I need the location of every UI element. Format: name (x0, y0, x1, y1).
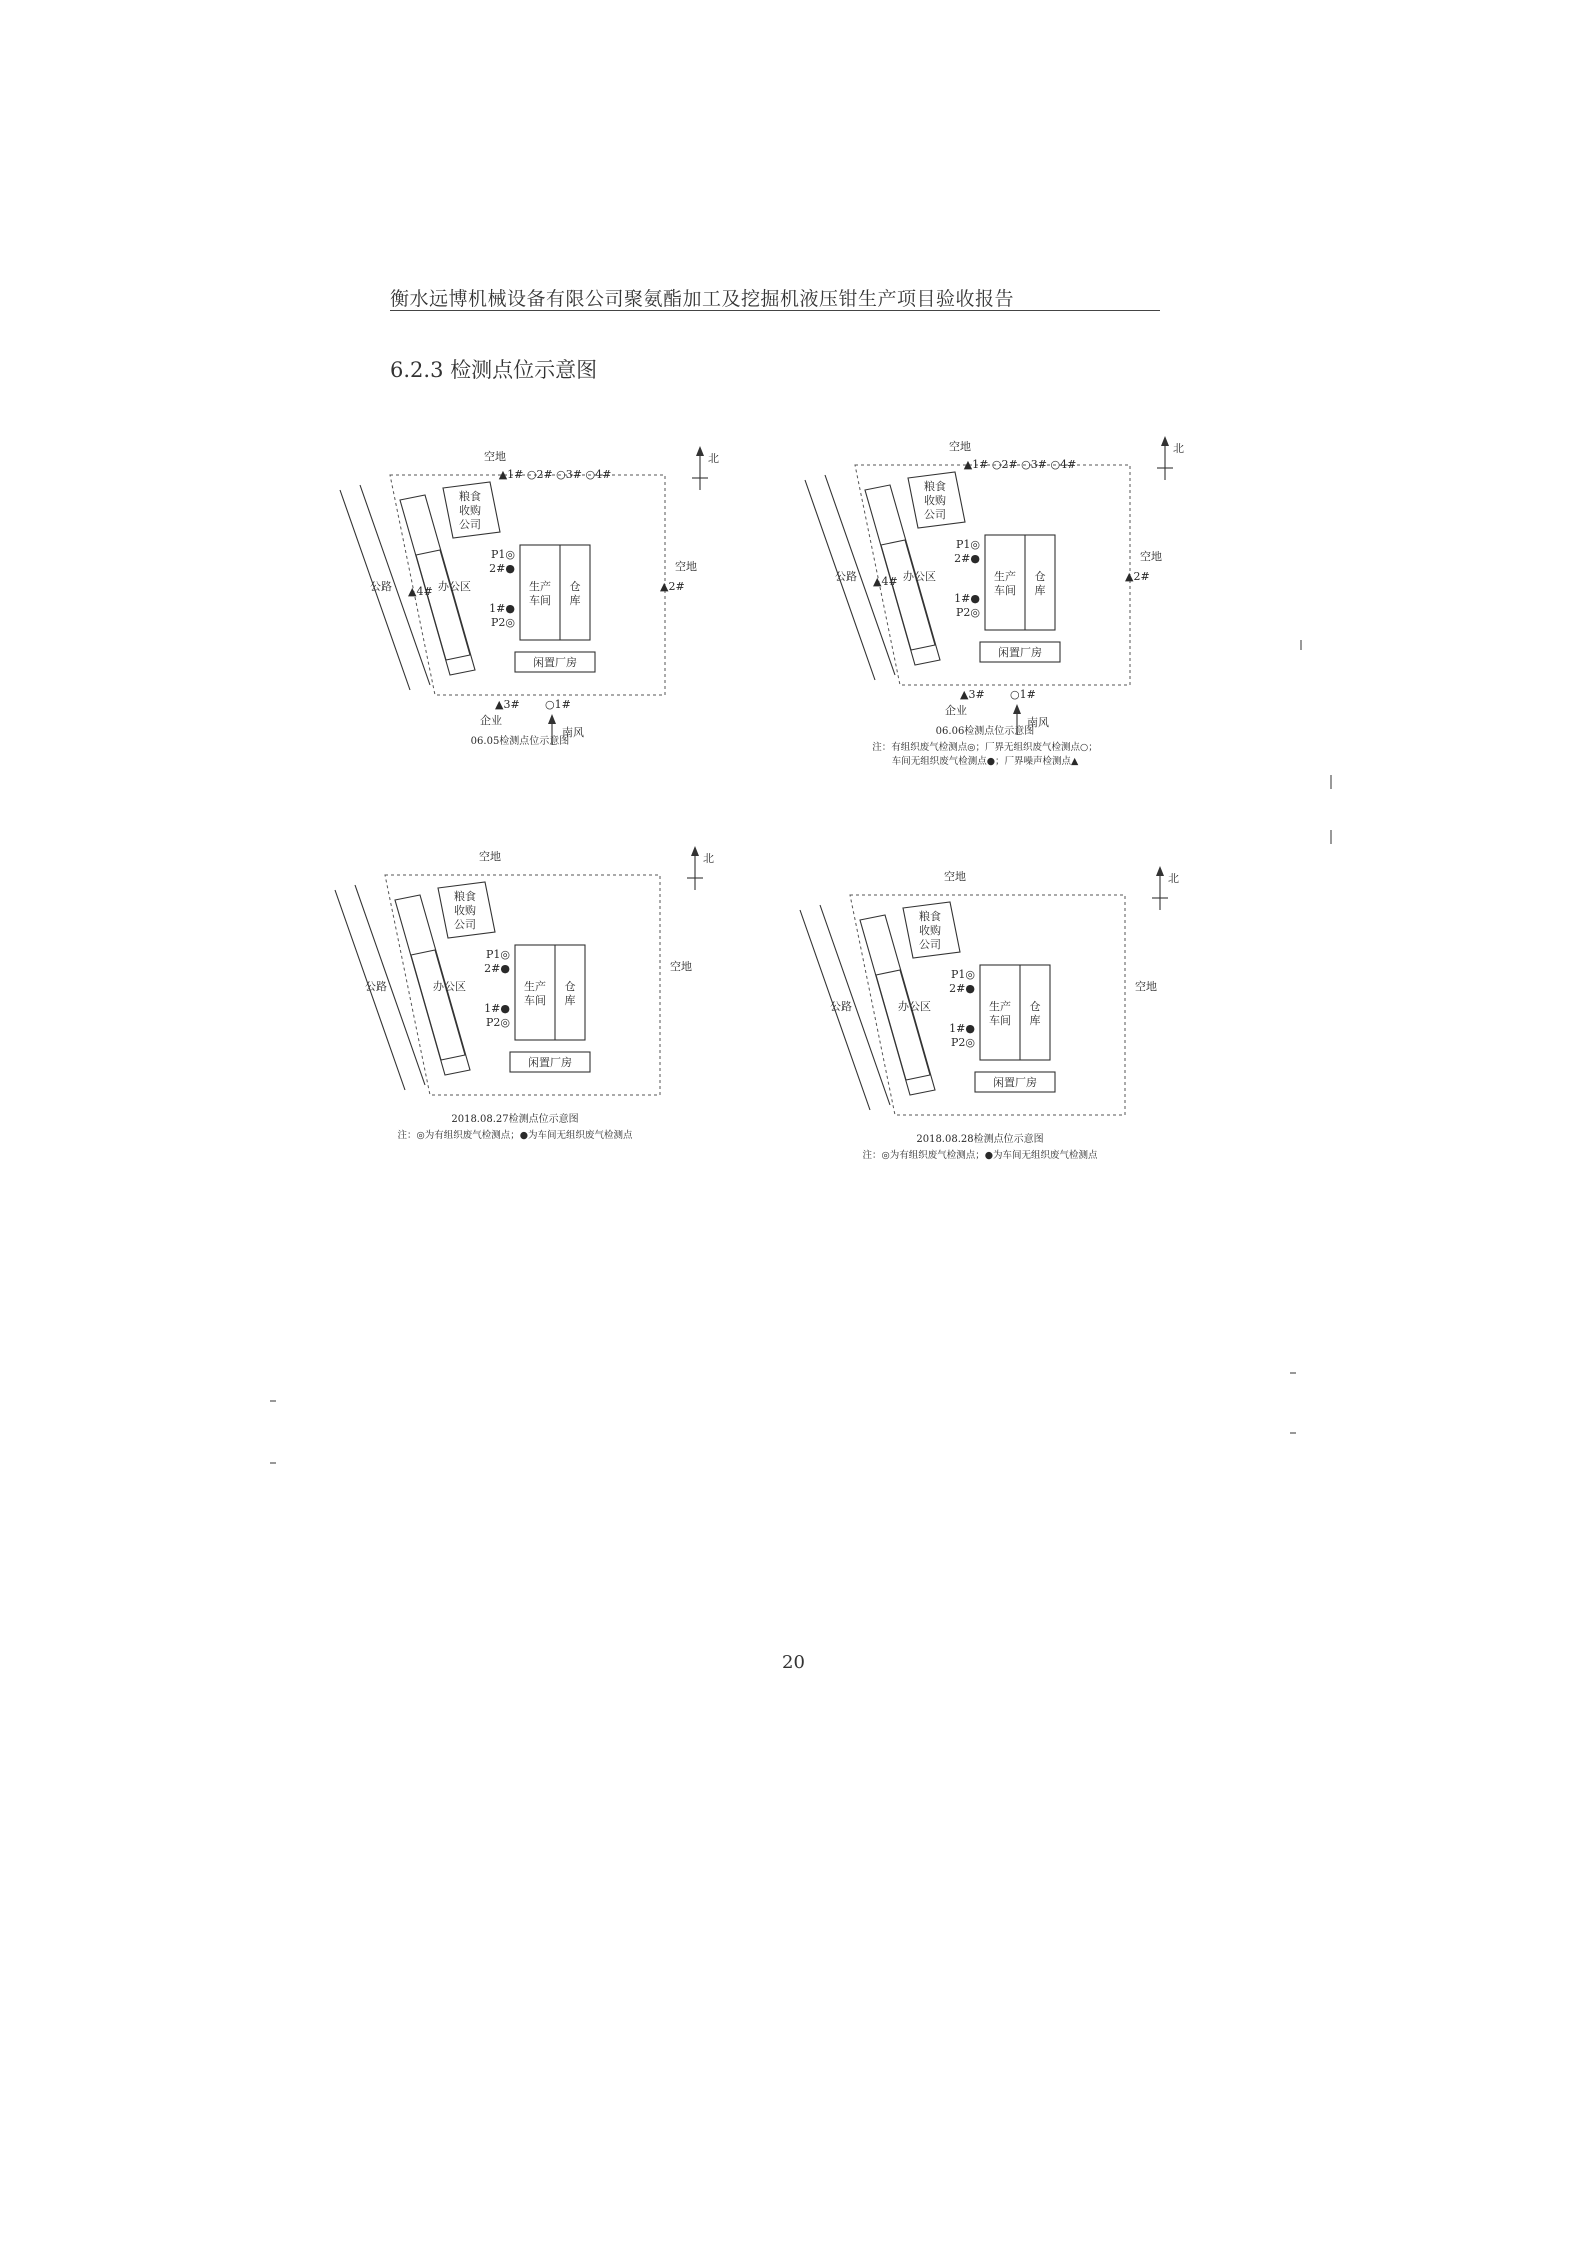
office-block (411, 950, 465, 1060)
top-points: ▲1# ○2# ○3# ○4# (498, 468, 612, 481)
diagram-note: 注：◎为有组织废气检测点；●为车间无组织废气检测点 (397, 1130, 633, 1141)
point-p1: P1◎ (486, 948, 510, 961)
south-wind-label: 南风 (1027, 716, 1049, 729)
diagram-caption: 06.05检测点位示意图 (470, 736, 570, 747)
point-2: 2#● (484, 962, 510, 975)
empty-land-right-label: 空地 (675, 560, 697, 573)
point-bottom-triangle: ▲3# (960, 688, 985, 701)
point-p1: P1◎ (491, 548, 515, 561)
report-header-title: 衡水远博机械设备有限公司聚氨酯加工及挖掘机液压钳生产项目验收报告 (390, 288, 1015, 310)
warehouse-label: 库 (1034, 584, 1046, 597)
diagram-note: 注：有组织废气检测点◎；厂界无组织废气检测点○； (872, 742, 1098, 753)
grain-company-label: 公司 (919, 938, 941, 951)
empty-land-top-label: 空地 (484, 450, 506, 463)
page-number: 20 (782, 1652, 805, 1673)
scan-mark (270, 1400, 276, 1402)
enterprise-label: 企业 (945, 704, 967, 717)
idle-building-label: 闲置厂房 (998, 646, 1042, 659)
warehouse-label: 仓 (1034, 570, 1046, 583)
scan-mark (270, 1462, 276, 1464)
north-arrow-head (1161, 436, 1169, 446)
office-label: 办公区 (433, 980, 466, 993)
point-1: 1#● (484, 1002, 510, 1015)
point-right: ▲2# (1125, 570, 1150, 583)
workshop-label: 车间 (994, 584, 1016, 597)
point-2: 2#● (489, 562, 515, 575)
point-right: ▲2# (660, 580, 685, 593)
point-p2: P2◎ (491, 616, 515, 629)
grain-company-label: 粮食 (924, 480, 946, 493)
workshop-label: 生产 (529, 580, 551, 593)
point-2: 2#● (949, 982, 975, 995)
warehouse-label: 库 (569, 594, 581, 607)
south-wind-label: 南风 (562, 726, 584, 739)
office-label: 办公区 (903, 570, 936, 583)
empty-land-top-label: 空地 (949, 440, 971, 453)
diagram-svg (795, 430, 1195, 770)
workshop-label: 生产 (994, 570, 1016, 583)
point-1: 1#● (949, 1022, 975, 1035)
workshop-label: 车间 (989, 1014, 1011, 1027)
grain-company-label: 粮食 (919, 910, 941, 923)
point-1: 1#● (954, 592, 980, 605)
warehouse-label: 库 (1029, 1014, 1041, 1027)
site-diagram-0605 (330, 440, 730, 780)
site-diagram-0606 (795, 430, 1195, 770)
point-bottom-circle: ○1# (545, 698, 571, 711)
grain-company-label: 粮食 (459, 490, 481, 503)
office-label: 办公区 (898, 1000, 931, 1013)
point-left: ▲4# (873, 575, 898, 588)
scan-mark (1330, 830, 1332, 844)
road-label: 公路 (370, 580, 392, 593)
road-label: 公路 (365, 980, 387, 993)
point-1: 1#● (489, 602, 515, 615)
north-arrow-head (696, 446, 704, 456)
office-block (876, 970, 930, 1080)
idle-building-label: 闲置厂房 (993, 1076, 1037, 1089)
point-left: ▲4# (408, 585, 433, 598)
scan-mark (1290, 1372, 1296, 1374)
point-p2: P2◎ (486, 1016, 510, 1029)
workshop-label: 车间 (529, 594, 551, 607)
point-p1: P1◎ (956, 538, 980, 551)
road-label: 公路 (830, 1000, 852, 1013)
scan-mark (1290, 1432, 1296, 1434)
enterprise-label: 企业 (480, 714, 502, 727)
road-label: 公路 (835, 570, 857, 583)
grain-company-label: 粮食 (454, 890, 476, 903)
empty-land-top-label: 空地 (944, 870, 966, 883)
grain-company-label: 收购 (454, 904, 476, 917)
diagram-caption: 06.06检测点位示意图 (935, 726, 1035, 737)
idle-building-label: 闲置厂房 (533, 656, 577, 669)
grain-company-label: 公司 (454, 918, 476, 931)
diagram-svg (790, 860, 1190, 1200)
point-p2: P2◎ (956, 606, 980, 619)
point-bottom-circle: ○1# (1010, 688, 1036, 701)
scan-mark (1330, 775, 1332, 789)
diagram-note: 注：◎为有组织废气检测点；●为车间无组织废气检测点 (862, 1150, 1098, 1161)
header-divider (390, 310, 1160, 311)
office-label: 办公区 (438, 580, 471, 593)
north-label: 北 (708, 452, 719, 465)
grain-company-label: 收购 (924, 494, 946, 507)
empty-land-right-label: 空地 (1135, 980, 1157, 993)
point-p1: P1◎ (951, 968, 975, 981)
diagram-svg (330, 440, 730, 780)
warehouse-label: 库 (564, 994, 576, 1007)
site-boundary (385, 875, 660, 1095)
point-bottom-triangle: ▲3# (495, 698, 520, 711)
office-block (881, 540, 935, 650)
warehouse-label: 仓 (564, 980, 576, 993)
grain-company-label: 公司 (459, 518, 481, 531)
point-p2: P2◎ (951, 1036, 975, 1049)
workshop-label: 生产 (989, 1000, 1011, 1013)
south-wind-arrow-head (1013, 704, 1021, 714)
north-label: 北 (703, 852, 714, 865)
office-block (416, 550, 470, 660)
top-points: ▲1# ○2# ○3# ○4# (963, 458, 1077, 471)
grain-company-label: 公司 (924, 508, 946, 521)
diagram-svg (325, 840, 725, 1180)
point-2: 2#● (954, 552, 980, 565)
workshop-label: 生产 (524, 980, 546, 993)
north-label: 北 (1168, 872, 1179, 885)
site-diagram-20180828 (790, 860, 1190, 1200)
section-heading: 6.2.3 检测点位示意图 (390, 358, 598, 382)
idle-building-label: 闲置厂房 (528, 1056, 572, 1069)
north-arrow-head (691, 846, 699, 856)
warehouse-label: 仓 (1029, 1000, 1041, 1013)
empty-land-top-label: 空地 (479, 850, 501, 863)
warehouse-label: 仓 (569, 580, 581, 593)
diagram-caption: 2018.08.27检测点位示意图 (451, 1114, 579, 1125)
site-diagram-20180827 (325, 840, 725, 1180)
diagram-caption: 2018.08.28检测点位示意图 (916, 1134, 1044, 1145)
north-label: 北 (1173, 442, 1184, 455)
north-arrow-head (1156, 866, 1164, 876)
empty-land-right-label: 空地 (670, 960, 692, 973)
south-wind-arrow-head (548, 714, 556, 724)
site-boundary (850, 895, 1125, 1115)
grain-company-label: 收购 (919, 924, 941, 937)
workshop-label: 车间 (524, 994, 546, 1007)
grain-company-label: 收购 (459, 504, 481, 517)
empty-land-right-label: 空地 (1140, 550, 1162, 563)
scan-mark (1300, 640, 1302, 650)
diagram-note: 车间无组织废气检测点●；厂界噪声检测点▲ (891, 756, 1079, 767)
